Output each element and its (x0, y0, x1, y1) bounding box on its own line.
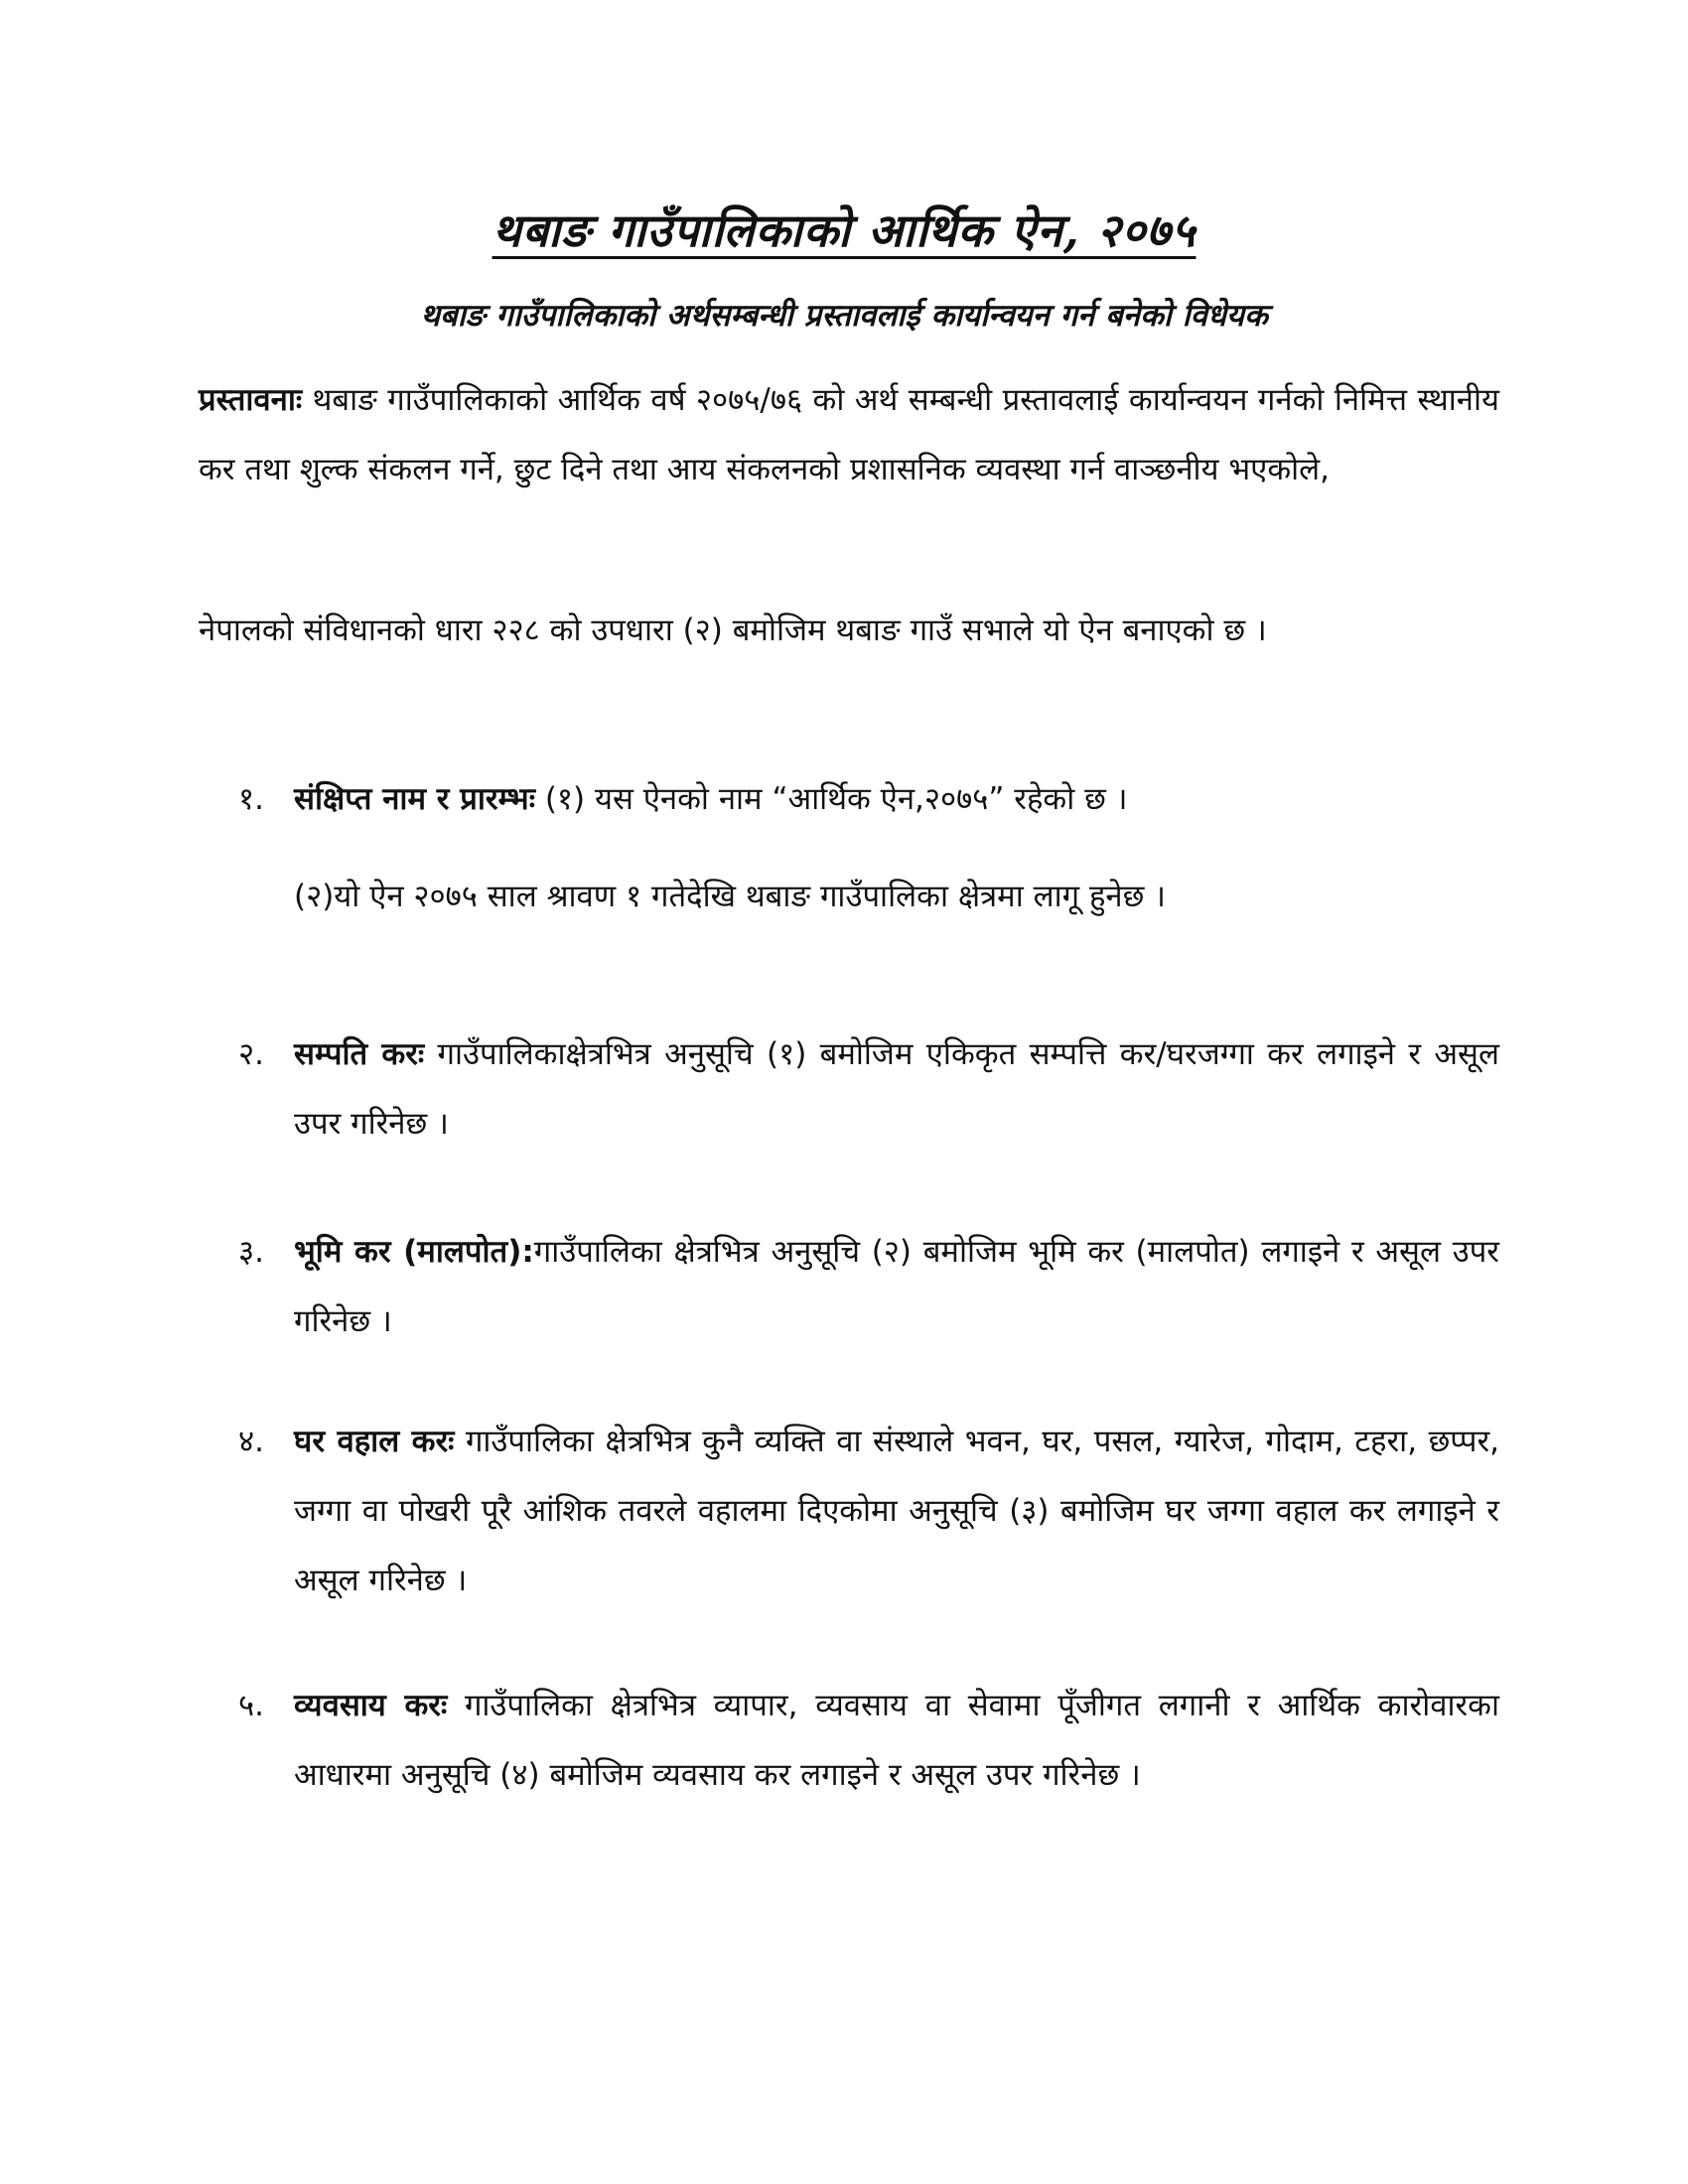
section-5 (238, 1671, 1499, 1810)
section-text: गाउँपालिकाक्षेत्रभित्र अनुसूचि (१) बमोजिम एकिकृत सम्पत्ति कर/घरजग्गा कर लगाइने र असूल उपर गरिनेछ । (294, 1036, 1499, 1142)
preamble-paragraph (199, 365, 1499, 504)
preamble-label: प्रस्तावनाः (199, 382, 303, 418)
document-subtitle: थबाङ गाउँपालिकाको अर्थसम्बन्धी प्रस्तावलाई कार्यान्वयन गर्न बनेको विधेयक (420, 298, 1268, 334)
enactment-paragraph: नेपालको संविधानको धारा २२८ को उपधारा (२) बमोजिम थबाङ गाउँ सभाले यो ऐन बनाएको छ । (199, 613, 1267, 648)
section-3 (238, 1217, 1499, 1356)
section-heading: घर वहाल करः (294, 1424, 455, 1459)
section-number: ५. (238, 1688, 264, 1723)
document-title (0, 199, 1688, 260)
section-body (294, 1671, 1499, 1810)
preamble-text: थबाङ गाउँपालिकाको आर्थिक वर्ष २०७५/७६ को अर्थ सम्बन्धी प्रस्तावलाई कार्यान्वयन गर्नको निमित्त स्थानीय कर तथा शुल्क संकलन गर्ने, छुट दिने तथा आय संकलनको प्रशासनिक व्यवस्था गर्न वाञ्छनीय भएकोले, (199, 382, 1499, 487)
section-body (294, 764, 1499, 834)
document-title-text: थबाङ गाउँपालिकाको आर्थिक ऐन, २०७५ (492, 204, 1196, 257)
section-heading: सम्पति करः (294, 1036, 425, 1072)
section-body (294, 1217, 1499, 1356)
section-text: गाउँपालिका क्षेत्रभित्र अनुसूचि (२) बमोजिम भूमि कर (मालपोत) लगाइने र असूल उपर गरिनेछ । (294, 1234, 1499, 1339)
section-number: १. (238, 781, 264, 817)
section-text: गाउँपालिका क्षेत्रभित्र व्यापार, व्यवसाय वा सेवामा पूँजीगत लगानी र आर्थिक कारोवारका आधारमा अनुसूचि (४) बमोजिम व्यवसाय कर लगाइने र असूल उपर गरिनेछ । (294, 1688, 1500, 1793)
section-2 (238, 1020, 1499, 1159)
section-number: २. (238, 1036, 264, 1072)
section-body (294, 1407, 1499, 1615)
section-heading: भूमि कर (मालपोत): (294, 1234, 534, 1270)
section-body (294, 1020, 1499, 1159)
section-text: गाउँपालिका क्षेत्रभित्र कुनै व्यक्ति वा संस्थाले भवन, घर, पसल, ग्यारेज, गोदाम, टहरा, छप्पर, जग्गा वा पोखरी पूरै आंशिक तवरले वहालमा दिएकोमा अनुसूचि (३) बमोजिम घर जग्गा वहाल कर लगाइने र असूल गरिनेछ । (294, 1424, 1499, 1598)
section-heading: संक्षिप्त नाम र प्रारम्भः (294, 781, 535, 817)
section-1 (238, 764, 1499, 834)
section-heading: व्यवसाय करः (294, 1688, 448, 1723)
section-number: ३. (238, 1234, 264, 1270)
section-1-subclause: (२)यो ऐन २०७५ साल श्रावण १ गतेदेखि थबाङ गाउँपालिका क्षेत्रमा लागू हुनेछ । (294, 879, 1166, 914)
section-4 (238, 1407, 1499, 1615)
section-number: ४. (238, 1424, 264, 1459)
section-text: (१) यस ऐनको नाम “आर्थिक ऐन,२०७५” रहेको छ । (534, 781, 1128, 817)
